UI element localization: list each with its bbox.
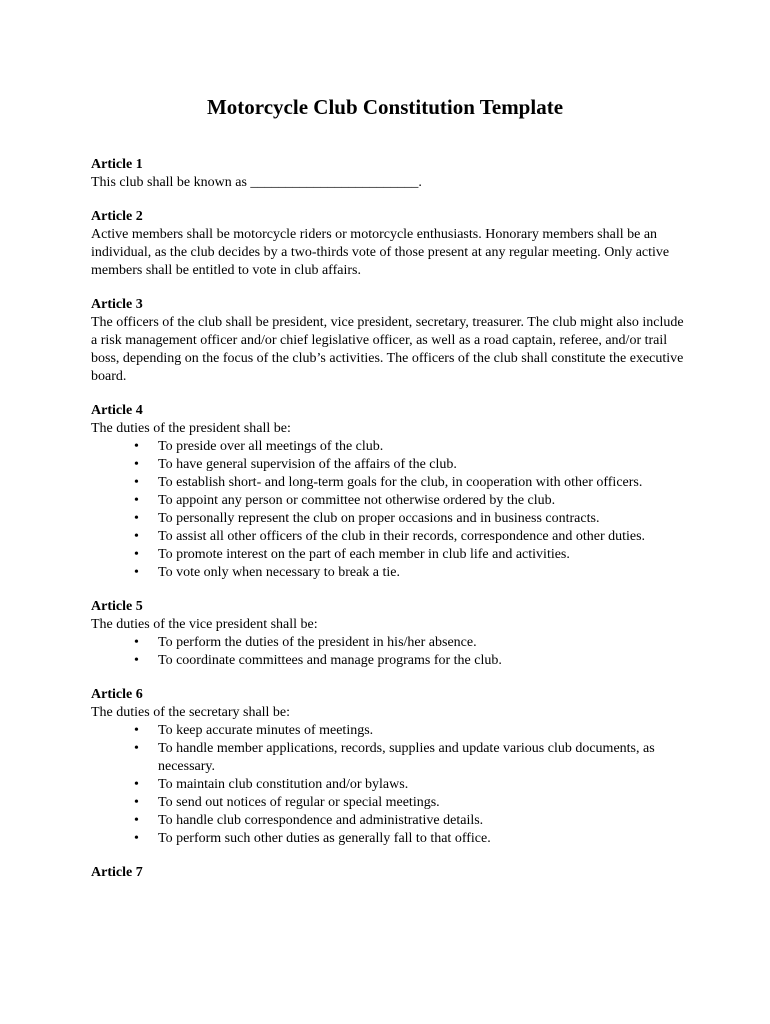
list-item: • To preside over all meetings of the club. xyxy=(91,438,691,456)
article-heading: Article 2 xyxy=(91,209,143,224)
list-item: • To perform such other duties as generally fall to that office. xyxy=(91,830,691,848)
article-heading: Article 4 xyxy=(91,403,143,418)
list-item: • To promote interest on the part of each member in club life and activities. xyxy=(91,546,691,564)
list-item: • To appoint any person or committee not otherwise ordered by the club. xyxy=(91,492,691,510)
duties-list xyxy=(91,438,691,582)
list-item: • To perform the duties of the president in his/her absence. xyxy=(91,634,691,652)
list-item: • To maintain club constitution and/or bylaws. xyxy=(91,776,691,794)
duties-list xyxy=(91,722,691,848)
article-heading: Article 6 xyxy=(91,687,143,702)
article-section xyxy=(91,598,691,670)
article-section xyxy=(91,864,691,882)
list-item: • To handle member applications, records, supplies and update various club documents, as necessary. xyxy=(91,740,691,776)
list-item: • To establish short- and long-term goals for the club, in cooperation with other officers. xyxy=(91,474,691,492)
article-heading: Article 5 xyxy=(91,599,143,614)
article-section xyxy=(91,402,691,582)
article-section xyxy=(91,156,691,192)
article-text: The officers of the club shall be president, vice president, secretary, treasurer. The club might also include a risk management officer and/or chief legislative officer, as well as a road captain, referee, and/or trail boss, depending on the focus of the club’s activities. The officers of the club shall constitute the executive board. xyxy=(91,315,684,384)
list-item: • To handle club correspondence and administrative details. xyxy=(91,812,691,830)
list-item: • To keep accurate minutes of meetings. xyxy=(91,722,691,740)
list-item: • To personally represent the club on proper occasions and in business contracts. xyxy=(91,510,691,528)
article-text: This club shall be known as ________________________. xyxy=(91,175,422,190)
list-item: • To assist all other officers of the club in their records, correspondence and other duties. xyxy=(91,528,691,546)
list-item: • To vote only when necessary to break a tie. xyxy=(91,564,691,582)
article-text: The duties of the president shall be: xyxy=(91,421,291,436)
list-item: • To send out notices of regular or special meetings. xyxy=(91,794,691,812)
article-text: Active members shall be motorcycle riders or motorcycle enthusiasts. Honorary members shall be an individual, as the club decides by a two-thirds vote of those present at any regular meeting. Only active members shall be entitled to vote in club affairs. xyxy=(91,227,670,278)
list-item: • To have general supervision of the affairs of the club. xyxy=(91,456,691,474)
article-heading: Article 7 xyxy=(91,865,143,880)
article-text: The duties of the secretary shall be: xyxy=(91,705,291,720)
page-title: Motorcycle Club Constitution Template xyxy=(206,95,564,119)
article-heading: Article 1 xyxy=(91,157,143,172)
document-body xyxy=(91,156,691,898)
article-section xyxy=(91,296,691,386)
article-heading: Article 3 xyxy=(91,297,143,312)
duties-list xyxy=(91,634,691,670)
article-section xyxy=(91,686,691,848)
article-text: The duties of the vice president shall be: xyxy=(91,617,318,632)
list-item: • To coordinate committees and manage programs for the club. xyxy=(91,652,691,670)
article-section xyxy=(91,208,691,280)
